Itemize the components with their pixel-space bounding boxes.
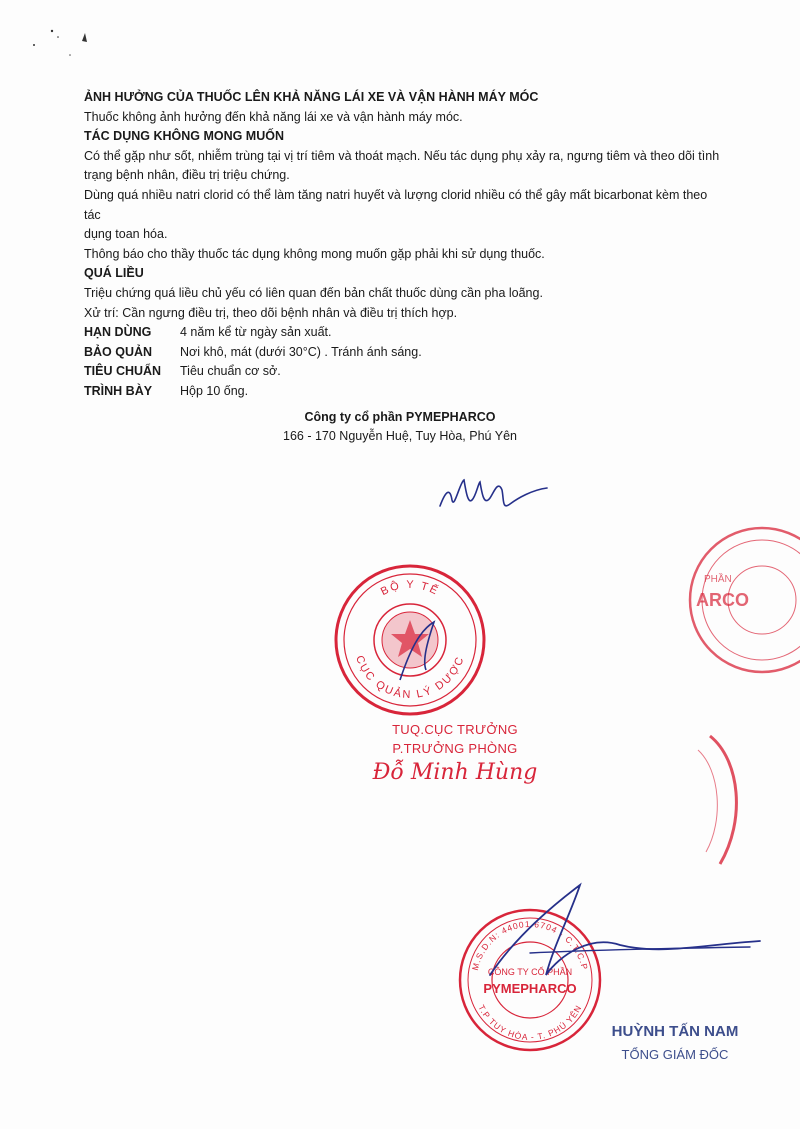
spec-value: Nơi khô, mát (dưới 30°C) . Tránh ánh sáng. [180, 344, 422, 359]
heading-side-effects: TÁC DỤNG KHÔNG MONG MUỐN [84, 129, 284, 144]
ministry-signer-name: Đỗ Minh Hùng [372, 760, 538, 785]
spec-row-standard [84, 362, 724, 382]
company-stamp-center-1: CÔNG TY CỔ PHẦN [487, 967, 573, 977]
ministry-stamp [330, 560, 490, 720]
spec-row-presentation [84, 382, 724, 402]
side-effects-p1-line1: Có thể gặp như sốt, nhiễm trùng tại vị trí tiêm và thoát mạch. Nếu tác dụng phụ xảy ra, ngưng tiêm và theo dõi tình [84, 148, 720, 163]
spec-label: TIÊU CHUẨN [84, 364, 162, 379]
spec-value: 4 năm kể từ ngày sản xuất. [180, 325, 332, 340]
svg-text:T.P TUY HÒA - T. PHÚ YÊN [476, 1003, 583, 1042]
svg-text:BỘ Y TẾ [379, 579, 442, 598]
side-effects-p3: Thông báo cho thầy thuốc tác dụng không mong muốn gặp phải khi sử dụng thuốc. [84, 246, 545, 261]
side-effects-p2-line2: dụng toan hóa. [84, 227, 168, 242]
spec-label: HẠN DÙNG [84, 325, 152, 340]
signature-mark [432, 470, 552, 520]
red-stamp-edge [690, 730, 750, 870]
svg-text:ARCO: ARCO [696, 590, 749, 610]
ministry-sign-line1: TUQ.CỤC TRƯỞNG [392, 722, 518, 737]
spec-row-storage [84, 343, 724, 363]
spec-label: TRÌNH BÀY [84, 383, 153, 398]
company-name: Công ty cổ phần PYMEPHARCO [304, 410, 496, 424]
ministry-stamp-top: BỘ Y TẾ [378, 578, 442, 599]
spec-value: Tiêu chuẩn cơ sở. [180, 364, 281, 379]
heading-overdose: QUÁ LIỀU [84, 266, 144, 281]
heading-driving: ẢNH HƯỞNG CỦA THUỐC LÊN KHẢ NĂNG LÁI XE VÀ VẬN HÀNH MÁY MÓC [84, 90, 539, 104]
director-signature [470, 875, 770, 995]
leaflet-text [84, 88, 724, 402]
director-title: TỔNG GIÁM ĐỐC [621, 1047, 729, 1062]
director-name: HUỲNH TẤN NAM [611, 1023, 739, 1040]
partial-company-stamp [682, 520, 800, 680]
driving-text: Thuốc không ảnh hưởng đến khả năng lái xe và vận hành máy móc. [84, 109, 463, 124]
ministry-stamp-bottom: CỤC QUẢN LÝ DƯỢC [353, 653, 467, 702]
spec-label: BẢO QUẢN [84, 344, 153, 359]
company-stamp-center-2: PYMEPHARCO [483, 981, 577, 996]
side-effects-p1-line2: trạng bệnh nhân, điều trị triệu chứng. [84, 168, 290, 183]
spec-value: Hộp 10 ống. [180, 383, 249, 398]
side-effects-p2-line1: Dùng quá nhiều natri clorid có thể làm tăng natri huyết và lượng clorid nhiều có thể gây mất bicarbonat kèm theo tác [84, 187, 708, 222]
overdose-p1: Triệu chứng quá liều chủ yếu có liên quan đến bản chất thuốc dùng cần pha loãng. [84, 285, 543, 300]
ministry-sign-line2: P.TRƯỞNG PHÒNG [392, 741, 518, 756]
company-stamp-ring-bottom: T.P TUY HÒA - T. PHÚ YÊN [476, 1003, 584, 1043]
company-stamp-ring-top: M.S.D.N: 44001 6704 - C.T.C.P [469, 918, 591, 972]
company-address: 166 - 170 Nguyễn Huệ, Tuy Hòa, Phú Yên [283, 429, 517, 443]
svg-text:PHẦN: PHẦN [704, 574, 732, 585]
scan-specks [30, 25, 100, 65]
spec-row-expiry [84, 323, 724, 343]
overdose-p2: Xử trí: Cần ngưng điều trị, theo dõi bệnh nhân và điều trị thích hợp. [84, 305, 458, 320]
